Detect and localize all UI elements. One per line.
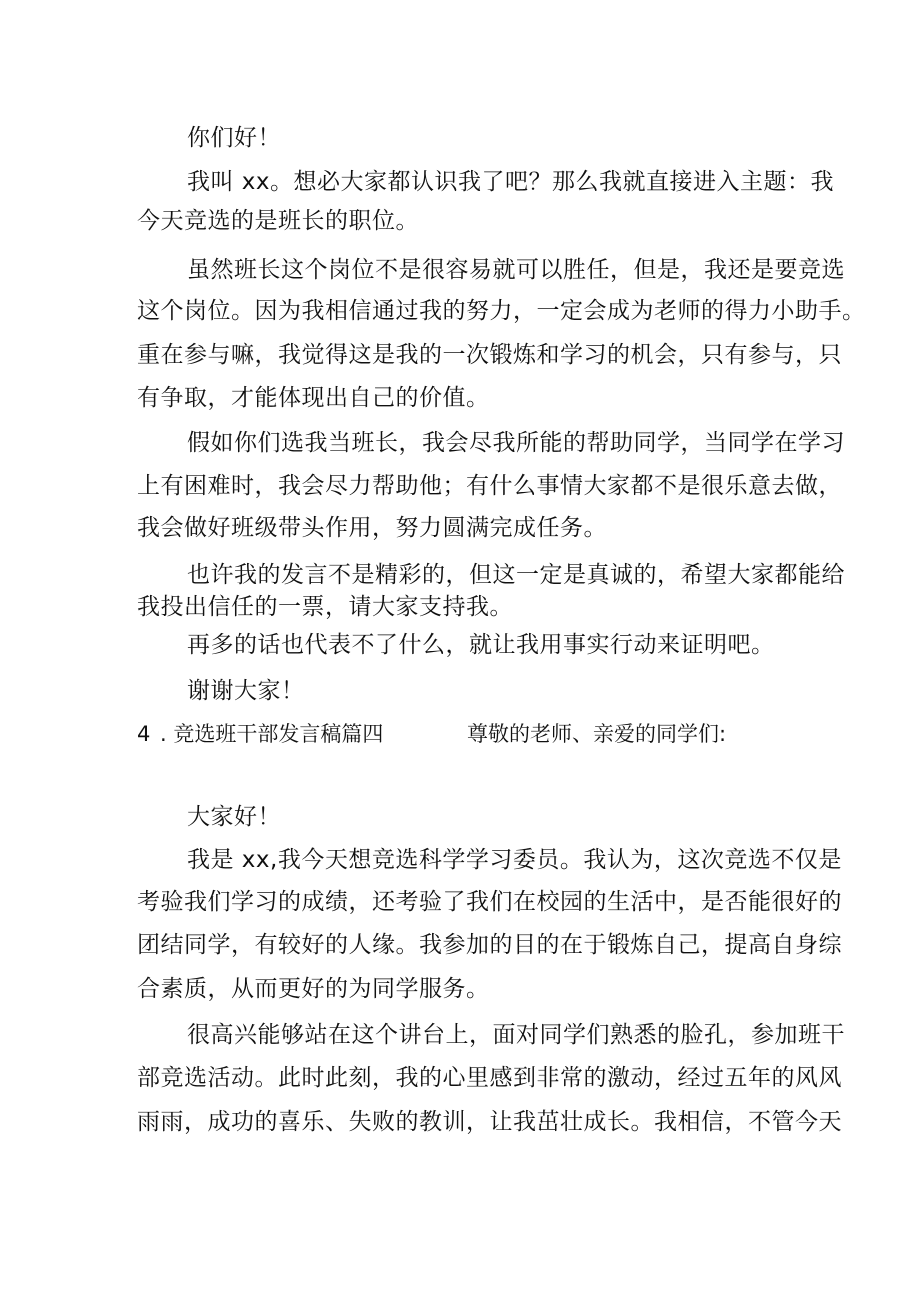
paragraph-line: 部竞选活动。此时此刻，我的心里感到非常的激动，经过五年的风风 bbox=[137, 1065, 842, 1091]
closing-line: 谢谢大家！ bbox=[187, 678, 305, 704]
paragraph-line: 考验我们学习的成绩，还考验了我们在校园的生活中，是否能很好的 bbox=[137, 889, 842, 915]
paragraph-line: 我是 xx,我今天想竞选科学学习委员。我认为，这次竞选不仅是 bbox=[187, 847, 842, 873]
greeting-line: 大家好！ bbox=[187, 804, 281, 830]
paragraph-line: 这个岗位。因为我相信通过我的努力，一定会成为老师的得力小助手。 bbox=[137, 298, 866, 324]
paragraph-line: 我会做好班级带头作用，努力圆满完成任务。 bbox=[137, 515, 607, 541]
salutation-line: 尊敬的老师、亲爱的同学们: bbox=[467, 722, 727, 746]
paragraph-line: 今天竞选的是班长的职位。 bbox=[137, 208, 419, 234]
paragraph-line: 有争取，才能体现出自己的价值。 bbox=[137, 385, 490, 411]
paragraph-line: 我叫 xx。想必大家都认识我了吧？那么我就直接进入主题：我 bbox=[187, 169, 835, 195]
greeting-line: 你们好！ bbox=[187, 125, 281, 151]
paragraph-line: 团结同学，有较好的人缘。我参加的目的在于锻炼自己，提高自身综 bbox=[137, 932, 842, 958]
paragraph-line: 再多的话也代表不了什么，就让我用事实行动来证明吧。 bbox=[187, 632, 775, 658]
paragraph-line: 雨雨，成功的喜乐、失败的教训，让我茁壮成长。我相信，不管今天 bbox=[137, 1109, 842, 1135]
section-title: . 竞选班干部发言稿篇四 bbox=[160, 722, 384, 746]
section-number: 4 bbox=[137, 722, 151, 746]
paragraph-line: 很高兴能够站在这个讲台上，面对同学们熟悉的脸孔，参加班干 bbox=[187, 1022, 845, 1048]
paragraph-line: 也许我的发言不是精彩的，但这一定是真诚的，希望大家都能给 bbox=[187, 562, 845, 588]
paragraph-line: 虽然班长这个岗位不是很容易就可以胜任，但是，我还是要竞选 bbox=[187, 257, 845, 283]
paragraph-line: 重在参与嘛，我觉得这是我的一次锻炼和学习的机会，只有参与，只 bbox=[137, 342, 842, 368]
paragraph-line: 合素质，从而更好的为同学服务。 bbox=[137, 976, 490, 1002]
paragraph-line: 假如你们选我当班长，我会尽我所能的帮助同学，当同学在学习 bbox=[187, 430, 845, 456]
paragraph-line: 我投出信任的一票，请大家支持我。 bbox=[137, 594, 513, 620]
paragraph-line: 上有困难时，我会尽力帮助他；有什么事情大家都不是很乐意去做， bbox=[137, 473, 842, 499]
